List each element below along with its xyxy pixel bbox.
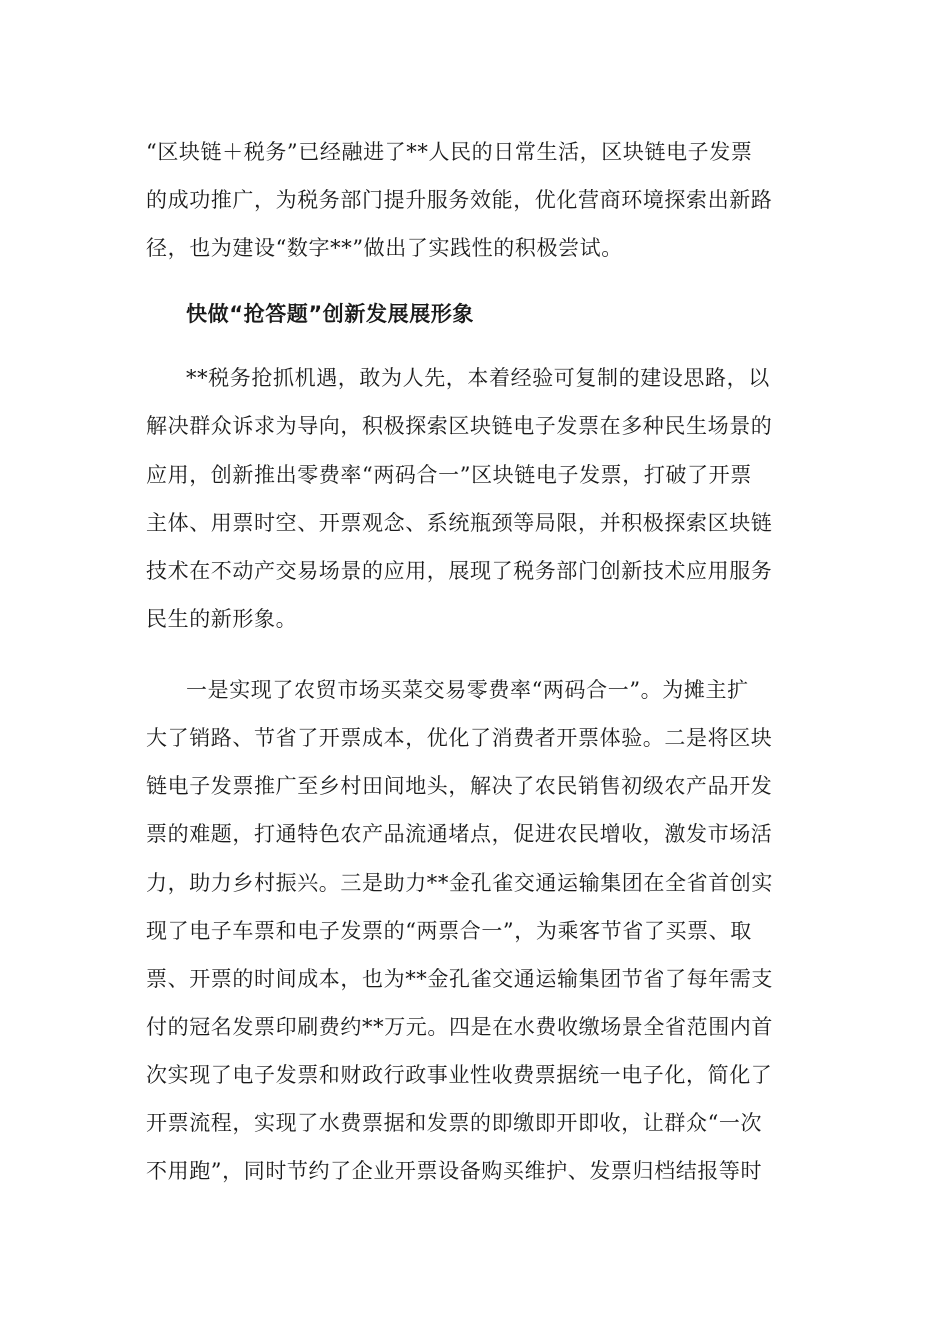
paragraph-3-line-2: 大了销路、节省了开票成本，优化了消费者开票体验。二是将区块: [146, 726, 773, 750]
section-heading: 快做“抢答题”创新发展展形象: [186, 302, 475, 326]
paragraph-3-line-11: 不用跑”，同时节约了企业开票设备购买维护、发票归档结报等时: [146, 1159, 763, 1183]
paragraph-3-line-5: 力，助力乡村振兴。三是助力**金孔雀交通运输集团在全省首创实: [146, 871, 773, 895]
paragraph-2-line-1: **税务抢抓机遇，敢为人先，本着经验可复制的建设思路，以: [186, 366, 770, 390]
paragraph-2-line-3: 应用，创新推出零费率“两码合一”区块链电子发票，打破了开票: [146, 463, 752, 487]
paragraph-3-line-4: 票的难题，打通特色农产品流通堵点，促进农民增收，激发市场活: [146, 822, 773, 846]
paragraph-3-line-1: 一是实现了农贸市场买菜交易零费率“两码合一”。为摊主扩: [186, 678, 749, 702]
paragraph-3-line-3: 链电子发票推广至乡村田间地头，解决了农民销售初级农产品开发: [146, 774, 773, 798]
paragraph-3-line-9: 次实现了电子发票和财政行政事业性收费票据统一电子化，简化了: [146, 1063, 773, 1087]
paragraph-3-line-6: 现了电子车票和电子发票的“两票合一”，为乘客节省了买票、取: [146, 919, 752, 943]
paragraph-2-line-5: 技术在不动产交易场景的应用，展现了税务部门创新技术应用服务: [146, 559, 773, 583]
paragraph-2-line-6: 民生的新形象。: [146, 607, 298, 631]
paragraph-3-line-8: 付的冠名发票印刷费约**万元。四是在水费收缴场景全省范围内首: [146, 1015, 773, 1039]
paragraph-3-line-10: 开票流程，实现了水费票据和发票的即缴即开即收，让群众“一次: [146, 1111, 763, 1135]
paragraph-1-line-1: “区块链＋税务”已经融进了**人民的日常生活，区块链电子发票: [146, 140, 753, 164]
paragraph-2-line-4: 主体、用票时空、开票观念、系统瓶颈等局限，并积极探索区块链: [146, 511, 773, 535]
paragraph-1-line-2: 的成功推广，为税务部门提升服务效能，优化营商环境探索出新路: [146, 188, 773, 212]
paragraph-2-line-2: 解决群众诉求为导向，积极探索区块链电子发票在多种民生场景的: [146, 414, 773, 438]
paragraph-3-line-7: 票、开票的时间成本，也为**金孔雀交通运输集团节省了每年需支: [146, 967, 773, 991]
paragraph-1-line-3: 径，也为建设“数字**”做出了实践性的积极尝试。: [146, 236, 623, 260]
